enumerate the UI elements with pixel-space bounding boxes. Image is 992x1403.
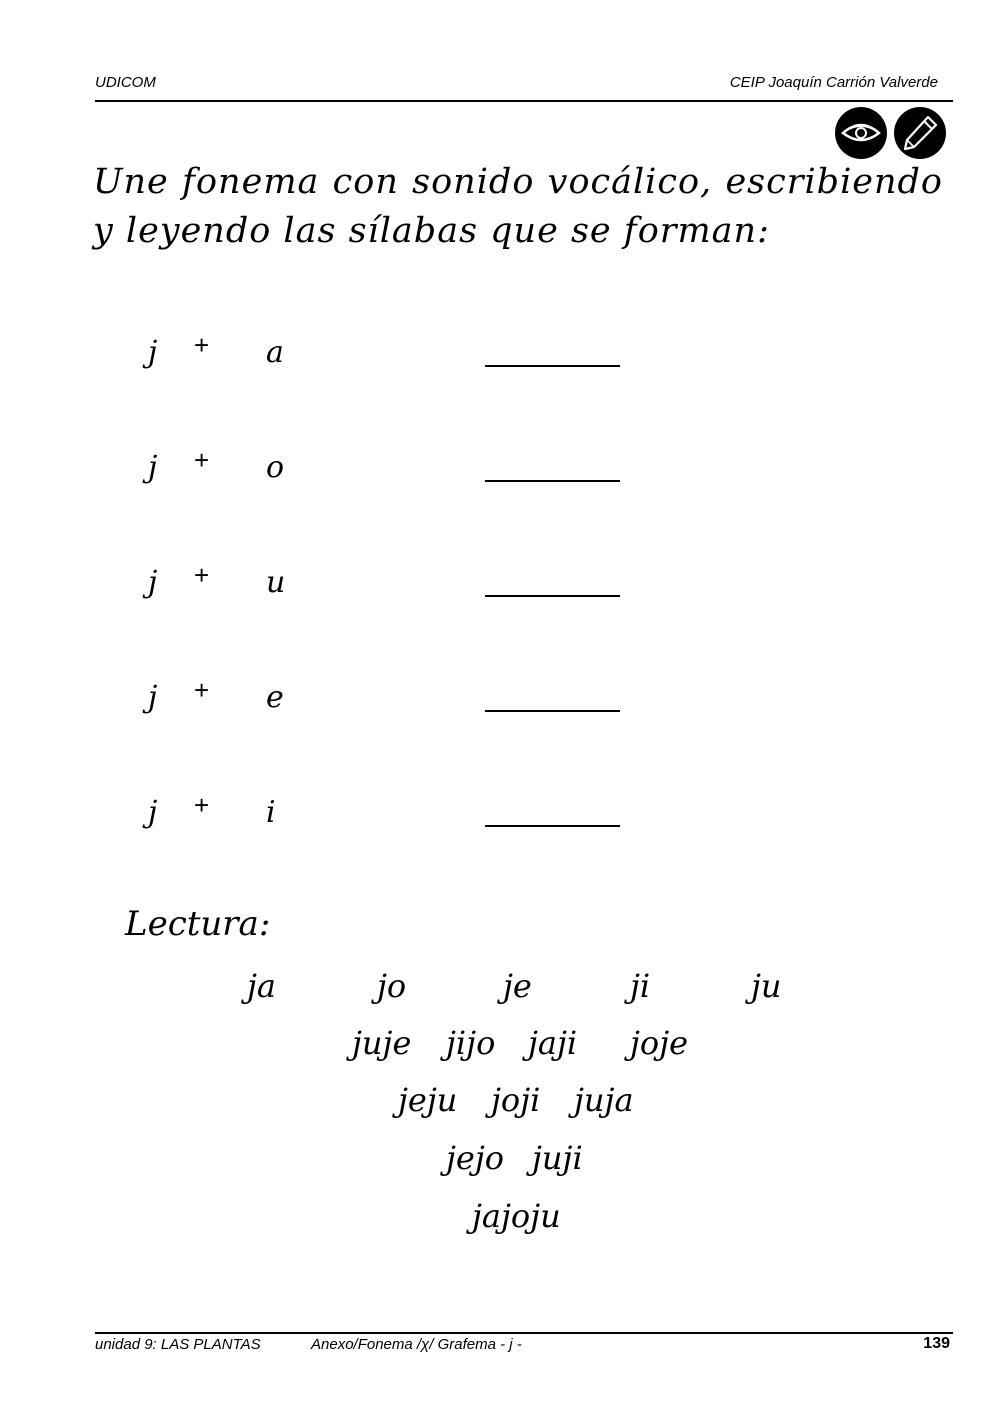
vowel-letter: a bbox=[266, 335, 284, 370]
reading-word: jaji bbox=[528, 1024, 578, 1062]
header-left: UDICOM bbox=[95, 74, 156, 91]
consonant-letter: j bbox=[148, 680, 158, 715]
header-right: CEIP Joaquín Carrión Valverde bbox=[729, 74, 938, 91]
answer-blank-line[interactable] bbox=[485, 365, 620, 367]
reading-word: juja bbox=[574, 1081, 634, 1119]
eye-icon bbox=[835, 107, 887, 159]
vowel-letter: e bbox=[266, 680, 284, 715]
plus-sign: + bbox=[194, 675, 210, 705]
footer-annex: Anexo/Fonema /χ/ Grafema - j - bbox=[311, 1336, 522, 1353]
combination-row bbox=[0, 445, 992, 488]
reading-word: ja bbox=[247, 967, 276, 1005]
footer-unit: unidad 9: LAS PLANTAS bbox=[95, 1336, 261, 1353]
consonant-letter: j bbox=[148, 335, 158, 370]
combination-row bbox=[0, 675, 992, 718]
consonant-letter: j bbox=[148, 450, 158, 485]
page-number: 139 bbox=[923, 1335, 950, 1352]
combination-row bbox=[0, 330, 992, 373]
footer-rule bbox=[95, 1332, 953, 1334]
reading-word: jejo bbox=[446, 1139, 505, 1177]
answer-blank-line[interactable] bbox=[485, 595, 620, 597]
reading-word: joje bbox=[630, 1024, 689, 1062]
plus-sign: + bbox=[194, 790, 210, 820]
vowel-letter: u bbox=[266, 565, 286, 600]
reading-word: joji bbox=[491, 1081, 541, 1119]
combination-row bbox=[0, 790, 992, 833]
reading-word: juje bbox=[352, 1024, 412, 1062]
header-rule bbox=[95, 100, 953, 102]
consonant-letter: j bbox=[148, 795, 158, 830]
pencil-icon bbox=[894, 107, 946, 159]
reading-title: Lectura: bbox=[125, 904, 271, 944]
vowel-letter: i bbox=[266, 795, 276, 830]
reading-word: jajoju bbox=[472, 1197, 561, 1235]
consonant-letter: j bbox=[148, 565, 158, 600]
reading-word: jo bbox=[377, 967, 407, 1005]
reading-word: juji bbox=[532, 1139, 583, 1177]
plus-sign: + bbox=[194, 560, 210, 590]
reading-word: je bbox=[503, 967, 532, 1005]
plus-sign: + bbox=[194, 330, 210, 360]
answer-blank-line[interactable] bbox=[485, 710, 620, 712]
reading-word: ji bbox=[630, 967, 651, 1005]
reading-word: jijo bbox=[446, 1024, 496, 1062]
reading-word: ju bbox=[751, 967, 782, 1005]
vowel-letter: o bbox=[266, 450, 285, 485]
reading-word: jeju bbox=[398, 1081, 458, 1119]
combination-row bbox=[0, 560, 992, 603]
instruction-text: Une fonema con sonido vocálico, escribiendo y leyendo las sílabas que se forman: bbox=[93, 162, 943, 251]
plus-sign: + bbox=[194, 445, 210, 475]
answer-blank-line[interactable] bbox=[485, 825, 620, 827]
answer-blank-line[interactable] bbox=[485, 480, 620, 482]
